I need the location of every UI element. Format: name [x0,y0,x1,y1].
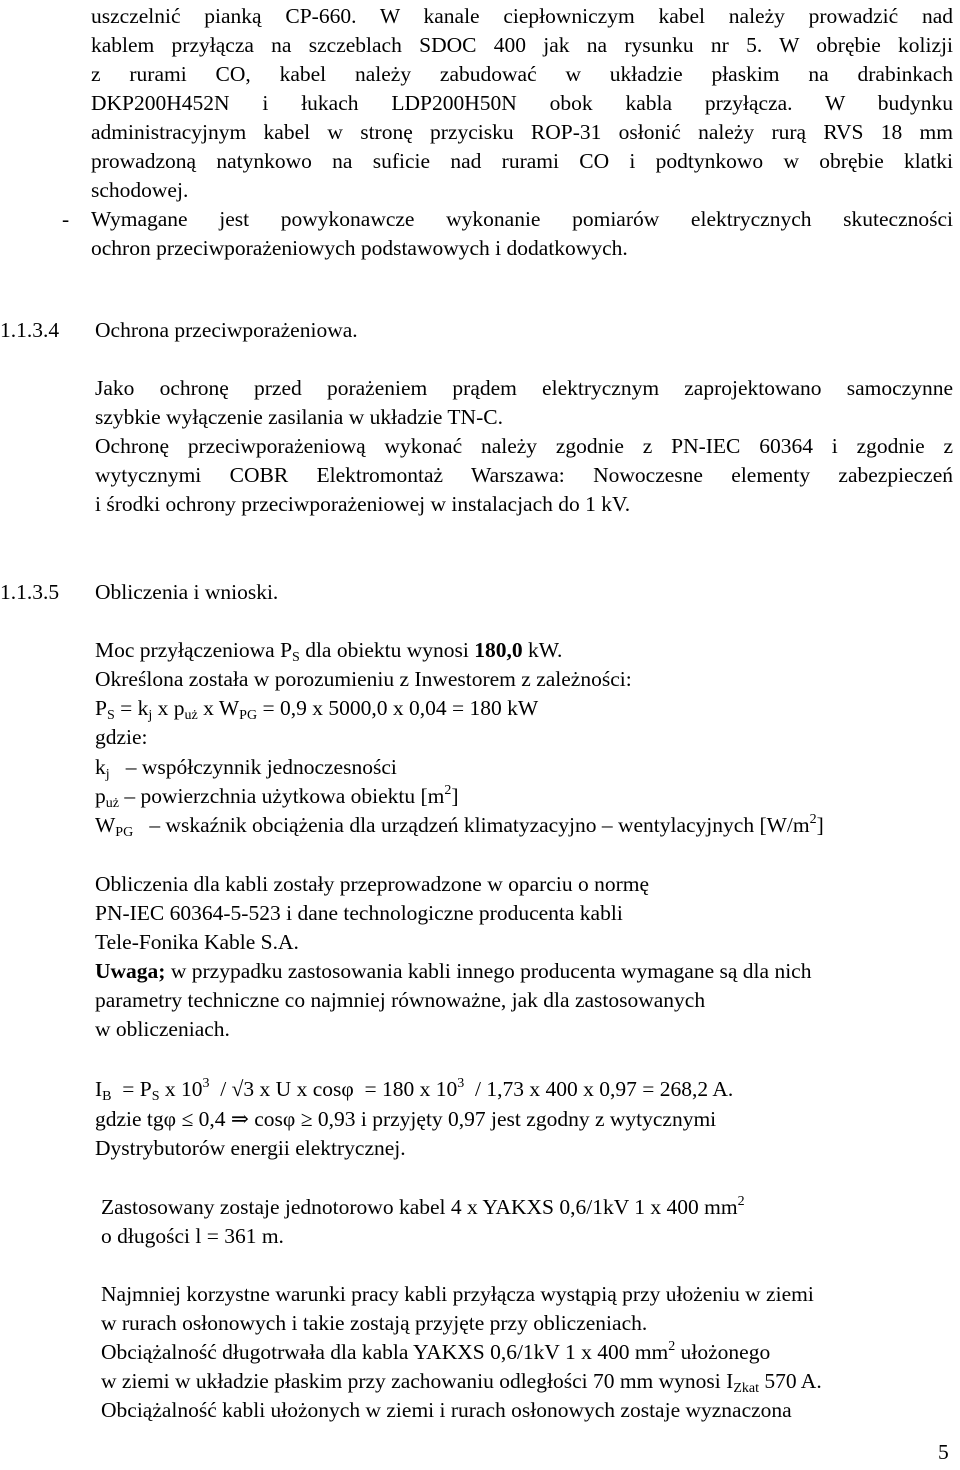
text-fragment: kW. [522,638,563,662]
text-line: schodowej. [91,178,189,202]
calc-basis [95,870,649,957]
power-statement: Moc przyłączeniowa $P_S$ dla obiektu wynosi 180,0 kW. [95,638,563,665]
paragraph-intro [91,2,953,205]
power-formula: $P_S = k_j$ x $p_{uż}$ x $W_{PG} = 0,9$ x 5000,0 x 0,04 = 180 kW [95,696,539,723]
text-line: ochron przeciwporażeniowych podstawowych i dodatkowych. [91,236,628,260]
power-value: 180,0 [474,638,523,662]
current-formula: $I_B = P_S$ x $10^3 / √3$ x U x cosφ = 180 x $10^3 / 1,73$ x 400 x 0,97 = 268,2 A. [95,1076,734,1104]
text-line: administracyjnym kabel w stronę przycisku ROP-31 osłonić należy rurą RVS 18 mm [91,120,953,144]
bullet-dash: - [62,207,70,231]
text-line: w rurach osłonowych i takie zostają przyjęte przy obliczeniach. [101,1311,648,1335]
text-line: parametry techniczne co najmniej równoważne, jak dla zastosowanych [95,988,706,1012]
text-line: Ochronę przeciwporażeniową wykonać należy zgodnie z PN-IEC 60364 i zgodnie z [95,434,953,458]
text-line: PN-IEC 60364-5-523 i dane technologiczne producenta kabli [95,901,623,925]
definition-text: powierzchnia użytkowa obiektu [m [140,784,445,808]
text-line: kablem przyłącza na szczeblach SDOC 400 jak na rysunku nr 5. W obrębie kolizji [91,33,953,57]
text-fragment: w ziemi w układzie płaskim przy zachowaniu odległości 70 mm wynosi [101,1369,727,1393]
text-fragment: dla obiektu wynosi [299,638,475,662]
text-line: szybkie wyłączenie zasilania w układzie TN-C. [95,405,503,429]
cable-conditions [101,1280,822,1425]
text-line: gdzie tgφ ≤ 0,4 ⇒ cosφ ≥ 0,93 i przyjęty 0,97 jest zgodny z wytycznymi [95,1107,717,1131]
text-line: uszczelnić pianką CP-660. W kanale ciepłowniczym kabel należy prowadzić nad [91,4,953,28]
text-line: gdzie: [95,725,148,749]
text-line: prowadzoną natynkowo na suficie nad rurami CO i podtynkowo w obrębie klatki [91,149,953,173]
text-fragment: Obciążalność długotrwała dla kabla YAKXS 0,6/1kV 1 x 400 mm [101,1340,669,1364]
text-fragment: Moc przyłączeniowa [95,638,281,662]
definition-puz: $p_{uż}$ – powierzchnia użytkowa obiektu $[m^2]$ [95,783,459,811]
text-line: w obliczeniach. [95,1017,230,1041]
text-line: Obliczenia dla kabli zostały przeprowadzone w oparciu o normę [95,872,650,896]
section-1134-body [95,374,953,519]
section-number: 1.1.3.5 [0,580,60,604]
text-fragment: Zastosowany zostaje jednotorowo kabel 4 x YAKXS 0,6/1kV 1 x 400 mm [101,1195,738,1219]
section-heading-1134 [0,316,358,345]
text-line: Dystrybutorów energii elektrycznej. [95,1136,406,1160]
text-fragment: 570 A. [758,1369,822,1393]
section-title: Obliczenia i wnioski. [95,580,279,604]
formula-values: = 0,9 x 5000,0 x 0,04 = 180 kW [257,696,539,720]
bullet-paragraph [91,205,953,263]
text-line: o długości l = 361 m. [101,1224,284,1248]
text-line: i środki ochrony przeciwporażeniowej w instalacjach do 1 kV. [95,492,631,516]
text-line: Zastosowany zostaje jednotorowo kabel 4 x YAKXS 0,6/1kV 1 x 400 $mm^2$ [101,1194,745,1219]
text-line: Obciążalność długotrwała dla kabla YAKXS 0,6/1kV 1 x 400 $mm^2$ ułożonego [101,1339,771,1364]
section-title: Ochrona przeciwporażeniowa. [95,318,358,342]
text-line: Wymagane jest powykonawcze wykonanie pomiarów elektrycznych skuteczności [91,207,953,231]
text-line: Tele-Fonika Kable S.A. [95,930,299,954]
definition-kj: $k_j$ – współczynnik jednoczesności [95,755,397,782]
text-line [95,957,811,986]
text-line: wytycznymi COBR Elektromontaż Warszawa: Nowoczesne elementy zabezpieczeń [95,463,953,487]
page-number: 5 [938,1440,949,1464]
section-number: 1.1.3.4 [0,318,60,342]
warning-label: Uwaga; [95,959,166,983]
text-line: Obciążalność kabli ułożonych w ziemi i rurach osłonowych zostaje wyznaczona [101,1398,792,1422]
text-line: Określona została w porozumieniu z Inwestorem z zależności: [95,667,632,691]
text-line: Najmniej korzystne warunki pracy kabli przyłącza wystąpią przy ułożeniu w ziemi [101,1282,814,1306]
definition-text: – współczynnik jednoczesności [125,755,397,779]
text-fragment: w przypadku zastosowania kabli innego producenta wymagane są dla nich [165,959,812,983]
text-fragment: ułożonego [675,1340,771,1364]
formula-result: / 1,73 x 400 x 0,97 = 268,2 A. [475,1077,734,1101]
text-line: z rurami CO, kabel należy zabudować w układzie płaskim na drabinkach [91,62,953,86]
warning-note [95,957,811,1044]
section-heading-1135 [0,578,278,607]
definition-text: – wskaźnik obciążenia dla urządzeń klimatyzacyjno – wentylacyjnych [W/m [149,813,810,837]
text-line: DKP200H452N i łukach LDP200H50N obok kabla przyłącza. W budynku [91,91,953,115]
cable-selection [101,1193,745,1251]
text-line: w ziemi w układzie płaskim przy zachowaniu odległości 70 mm wynosi $I_{Zkat}$ 570 A. [101,1369,822,1396]
text-line: Jako ochronę przed porażeniem prądem elektrycznym zaprojektowano samoczynne [95,376,953,400]
definition-wpg: $W_{PG}$ – wskaźnik obciążenia dla urządzeń klimatyzacyjno – wentylacyjnych $[W/m^2]$ [95,812,824,840]
